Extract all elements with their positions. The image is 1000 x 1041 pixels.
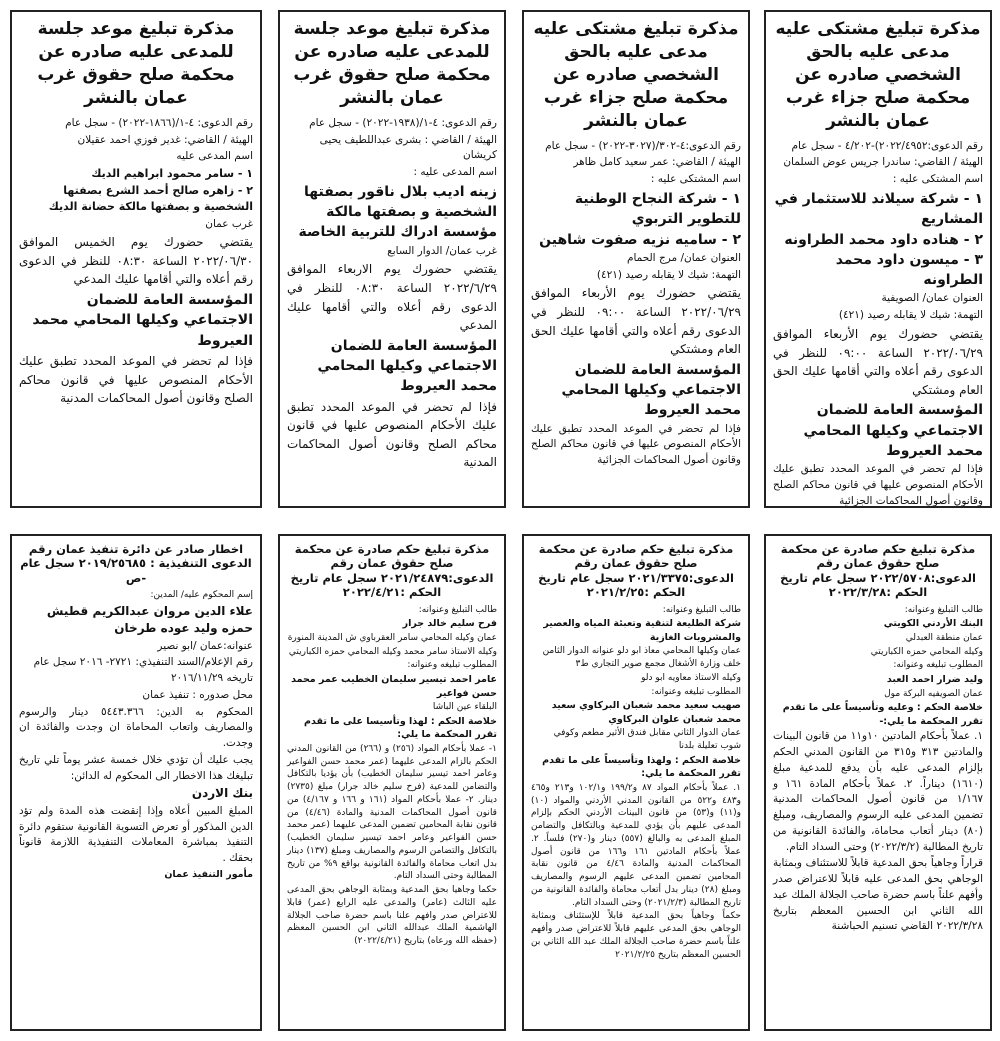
judge: الهيئة / القاضي: عمر سعيد كامل ظاهر: [573, 156, 741, 169]
target-label: المطلوب تبليغه وعنوانه:: [407, 660, 497, 671]
debtor-address: عنوانه:عمان /ابو نصير: [157, 639, 253, 652]
judgment-summary: خلاصة الحكم : لهذا وتأسيسا على ما تقدم تقرر المحكمة ما يلي:: [304, 715, 497, 741]
ruling-reference: رقم الإعلام/السند التنفيذي: ٢٧٢١- ٢٠١٦ سجل عام تاريخه ٢٠١٦/١١/٢٩: [33, 656, 253, 685]
warning-text: فإذا لم تحضر في الموعد المحدد تطبق عليك الأحكام المنصوص عليها في قانون محاكم الصلح وقانون أصول المحاكمات المدنية: [19, 353, 253, 406]
hearing-text: يقتضي حضورك يوم الأربعاء الموافق ٢٠٢٢/٠٦/٢٩ الساعة ٠٩:٠٠ للنظر في الدعوى رقم أعلاه والتي أقامها عليك الحق العام ومشتكي: [531, 286, 741, 357]
signature: مأمور التنفيذ عمان: [164, 868, 253, 880]
charge: التهمة: شيك لا يقابله رصيد (٤٢١): [838, 309, 983, 322]
plaintiff: المؤسسة العامة للضمان الاجتماعي وكيلها المحامي محمد العيروط: [561, 361, 741, 419]
defendant-item: ٢ - زاهره صالح أحمد الشرع بصفتها الشخصية و بصفتها مالكة حضانة الديك: [48, 183, 253, 213]
charge: التهمة: شيك لا يقابله رصيد (٤٢١): [596, 268, 741, 281]
debtor-label: إسم المحكوم عليه/ المدين:: [150, 590, 253, 601]
judgment-closing: حكما وجاهيا بحق المدعية وبمثابة الوجاهي بحق المدعى عليه الثالث (عامر) والمدعى عليه الرابع (عمر) قابلا للاعتراض صدر وافهم علنا باسم حضرة صاحب الجلالة الهاشمية الملك عبدالله الثاني ابن الحسين المعظم (حفظه الله ورعاه) بتاريخ (٢٠٢٢/٤/٢١): [287, 885, 497, 947]
requester-label: طالب التبليغ وعنوانه:: [418, 604, 497, 615]
defendant-label: اسم المشتكى عليه :: [892, 173, 983, 186]
lawyer: وكيله الاستاذ معاويه ابو دلو: [641, 672, 741, 683]
notice-title: مذكرة تبليغ موعد جلسة للمدعى عليه صادره عن محكمة صلح حقوق غرب عمان بالنشر: [293, 19, 491, 108]
notice-title: مذكرة تبليغ حكم صادرة عن محكمة صلح حقوق عمان رقم الدعوى:٢٠٢١/٣٣٧٥ سجل عام تاريخ الحكم :٢٠٢١/٢/٢٥: [538, 542, 734, 600]
judgment-closing: حكماً وجاهياً بحق المدعية قابلاً للإستئناف وبمثابة الوجاهي بحق المدعى عليهم قابلاً للاعتراض صدر وأفهم علناً باسم حضرة صاحب الجلالة الملك عبد الله الثاني بن الحسين المعظم بتاريخ ٢٠٢١/٢/٢٥: [531, 911, 741, 960]
requester-address: عمان وكيلها المحامي معاذ ابو دلو عنوانه الدوار الثامن خلف وزارة الأشغال مجمع صوير التجاري ط٣: [542, 646, 741, 669]
target-name: صهيب سعيد محمد شعبان البركاوي سعيد محمد شعبان علوان البركاوي: [551, 700, 741, 725]
notice-title: مذكرة تبليغ مشتكى عليه مدعى عليه بالحق الشخصي صادره عن محكمة صلح جزاء غرب عمان بالنشر: [775, 19, 981, 131]
judge: الهيئة / القاضي : بشرى عبداللطيف يحيى كريشان: [319, 133, 497, 162]
defendant-item: ١ - سامر محمود ابراهيم الديك: [91, 167, 253, 180]
defendant-item: ١ - شركة النجاح الوطنية للتطوير التربوي: [574, 190, 741, 228]
notice-title: مذكرة تبليغ حكم صادرة عن محكمة صلح حقوق عمان رقم الدعوى:٢٠٢١/٢٤٨٧٩ سجل عام تاريخ الحكم :٢٠٢٢/٤/٢١: [290, 542, 494, 600]
address: العنوان عمان/ الصويفية: [881, 292, 983, 305]
address: غرب عمان: [205, 217, 253, 230]
notice-title: مذكرة تبليغ موعد جلسة للمدعى عليه صادره عن محكمة صلح حقوق غرب عمان بالنشر: [37, 19, 235, 108]
hearing-text: يقتضي حضورك يوم الأربعاء الموافق ٢٠٢٢/٠٦/٢٩ الساعة ٠٩:٠٠ للنظر في الدعوى رقم أعلاه والتي أقامها عليك الحق العام ومشتكي: [773, 326, 983, 397]
lawyer: وكيله الاستاذ سامر محمد وكيله المحامي حمزه الكباريتي: [288, 646, 497, 657]
requester-label: طالب التبليغ وعنوانه:: [904, 604, 983, 615]
lawyer: وكيله المحامي حمزه الكباريتي: [870, 646, 983, 657]
judgment-summary: خلاصة الحكم : ولهذا وتأسيساً على ما تقدم تقرر المحكمة ما يلي:: [542, 754, 741, 780]
case-number: رقم الدعوى: ٤-١/(١٩٣٨-٢٠٢٢) - سجل عام: [309, 116, 497, 129]
notice-complaint-najah: [522, 10, 750, 508]
debtor-name: علاء الدين مروان عبدالكريم قطيش حمزه وليد عوده طرخان: [46, 603, 253, 636]
warning-text: فإذا لم تحضر في الموعد المحدد تطبق عليك الأحكام المنصوص عليها في قانون محاكم الصلح وقانون أصول المحاكمات الجزائية: [531, 422, 741, 467]
target-address: عمان الصويفيه البركة مول: [884, 688, 983, 699]
defendant-item: ٢ - هناده داود محمد الطراونه: [784, 231, 983, 248]
issuer: محل صدوره : تنفيذ عمان: [142, 688, 253, 701]
plaintiff: المؤسسة العامة للضمان الاجتماعي وكيلها المحامي محمد العيروط: [32, 292, 253, 349]
judgment-body: ١. عملاً بأحكام المادتين ١٠و١١ من قانون البينات والمادتين ٣١٣ و٣١٥ من القانون المدني الحكم بإلزام المدعى عليه بأن يدفع للمدعية مبلغ (١٦١٠) ديناراً. ٢. عملاً بأحكام المادة ١٦١ و ١/١٦٧ من قانون أصول المحاكمات المدنية تضمين المدعى عليه الرسوم والمصاريف، ومبلغ (٨٠) دينار أتعاب محاماة، والفائدة القانونية من تاريخ المطالبة (٢٠٢٢/٣/٢) وحتى السداد التام.: [773, 730, 984, 853]
requester-address: عمان وكيله المحامي سامر العقرباوي ش المدينة المنورة: [287, 632, 497, 643]
payment-deadline: يجب عليك أن تؤدي خلال خمسة عشر يوماً تلي تاريخ تبليغك هذا الاخطار الى المحكوم له الدائن:: [19, 753, 253, 782]
notice-title: اخطار صادر عن دائرة تنفيذ عمان رقم الدعوى التنفيذية : ٢٠١٩/٢٥٦٨٥ سجل عام -ص: [20, 542, 252, 585]
notice-hearing-samer: [10, 10, 262, 508]
requester-label: طالب التبليغ وعنوانه:: [662, 604, 741, 615]
requester-name: البنك الأردني الكويتي: [883, 618, 983, 630]
judge: الهيئة / القاضي: ساندرا جريس عوض السلمان: [783, 156, 983, 169]
defendant-item: ٢ - ساميه نزيه صفوت شاهين: [539, 231, 741, 248]
plaintiff: المؤسسة العامة للضمان الاجتماعي وكيلها المحامي محمد العيروط: [803, 402, 983, 459]
defendant-label: اسم المدعى عليه: [176, 150, 253, 163]
judgment-closing: قراراً وجاهياً بحق المدعية قابلاً للاستئناف وبمثابة الوجاهي بحق المدعى عليه قابلاً للاعتراض صدر وأفهم علناً باسم حضرة صاحب الجلالة الملك عبد الله الثاني ابن الحسين المعظم بتاريخ ٢٠٢٢/٣/٢٨ القاضي تسنيم الحباشنة: [773, 857, 983, 933]
hearing-text: يقتضي حضورك يوم الاربعاء الموافق ٢٠٢٢/٦/٢٩ الساعة ٠٨:٣٠ للنظر في الدعوى رقم أعلاه والتي أقامها عليك المدعي: [287, 262, 497, 333]
case-number: رقم الدعوى: ٤-١/(١٨٦٦-٢٠٢٢) - سجل عام: [65, 116, 253, 129]
creditor-name: بنك الاردن: [191, 786, 253, 801]
address: العنوان عمان/ مرج الحمام: [626, 251, 741, 264]
notice-title: مذكرة تبليغ حكم صادرة عن محكمة صلح حقوق عمان رقم الدعوى:٢٠٢٢/٥٧٠٨ سجل عام تاريخ الحكم :٢٠٢٢/٣/٢٨: [780, 542, 976, 600]
target-label: المطلوب تبليغه وعنوانه:: [893, 660, 983, 671]
target-address: عمان الدوار الثاني مقابل فندق الأثير مطعم وكوفي شوب تعليلة بلدنا: [553, 728, 741, 752]
target-label: المطلوب تبليغه وعنوانه:: [651, 686, 741, 697]
warning-text: فإذا لم تحضر في الموعد المحدد تطبق عليك الأحكام المنصوص عليها في قانون محاكم الصلح وقانون أصول المحاكمات المدنية: [287, 399, 497, 470]
requester-name: فرح سليم خالد جرار: [402, 618, 497, 630]
judgment-body: ١. عملاً بأحكام المواد ٨٧ و١٩٩/٢ و١٠٢/١ و٢١٣ و٤٦٥ و٤٨٣ و٥٢٢ من القانون المدني الأردني والمواد (١٠) و(١١) و(٥٣) من قانون البينات الأردني الحكم بإلزام المدعى عليهم بأن يؤدي للمدعية وبالتكافل والتضامن المبلغ المدعى به والبالغ (٥٥٧) دينار و(٢٧٠) فلساً. ٢. عملاً بأحكام المادتين ١٦١ و١٦٦ من قانون أصول المحاكمات المدنية والمادة ٤/٤٦ من قانون نقابة المحامين تضمين المدعى عليهم الرسوم والمصاريف ومبلغ (٢٨) دينار بدل أتعاب محاماة والفائدة القانونية من تاريخ المطالبة (٢٠٢١/٢/٣) وحتى السداد التام.: [531, 782, 741, 908]
defendant-list: [19, 166, 253, 216]
notice-complaint-seland: [764, 10, 992, 508]
notice-judgment-bank: [764, 534, 992, 1031]
case-number: رقم الدعوى:٤-٣٠٢/(٣٠٢٧-٢٠٢٢) - سجل عام: [545, 139, 741, 152]
execution-body: المبلغ المبين أعلاه وإذا إنقضت هذه المدة ولم تؤد الدين المذكور أو تعرض التسوية القانونية ستقوم دائرة التنفيذ بمباشرة المعاملات التنفيذية اللازمة قانوناً بحقك .: [19, 804, 253, 865]
judgment-amount: المحكوم به الدين: ٥٤٤٣.٣٦٦ دينار والرسوم والمصاريف واتعاب المحاماة ان وجدت والفائدة ان وجدت.: [19, 705, 253, 750]
defendant-item: ٣ - ميسون داود محمد الطراونه: [835, 251, 983, 289]
address: غرب عمان/ الدوار السابع: [387, 244, 497, 257]
defendant-item: ١ - شركة سيلاند للاستثمار في المشاريع: [774, 190, 983, 228]
warning-text: فإذا لم تحضر في الموعد المحدد تطبق عليك الأحكام المنصوص عليها في قانون محاكم الصلح وقانون أصول المحاكمات الجزائية: [773, 463, 983, 507]
requester-name: شركة الطليعة لتنقية وتعبئة المياه والعصير والمشروبات الغازية: [543, 618, 741, 643]
case-number: رقم الدعوى:٢٠٢٢/٤٩٥٢)-٤/٢٠٢ - سجل عام: [791, 139, 983, 152]
notice-judgment-taleea: [522, 534, 750, 1031]
notice-execution: [10, 534, 262, 1031]
defendant-list: [531, 189, 741, 250]
judgment-summary: خلاصة الحكم : وعليه وتأسيساً على ما تقدم تقرر المحكمة ما يلي:-: [782, 702, 983, 727]
plaintiff: المؤسسة العامة للضمان الاجتماعي وكيلها المحامي محمد العيروط: [317, 337, 497, 395]
hearing-text: يقتضي حضورك يوم الخميس الموافق ٢٠٢٢/٠٦/٣٠ الساعة ٠٨:٣٠ للنظر في الدعوى رقم أعلاه والتي أقامها عليك المدعي: [19, 235, 254, 287]
defendant-list: [773, 189, 983, 290]
defendant-label: اسم المدعى عليه :: [413, 166, 497, 178]
defendant-label: اسم المشتكى عليه :: [650, 173, 741, 186]
judge: الهيئة / القاضي: غدير فوزي احمد عقيلان: [77, 133, 253, 146]
judgment-body: ١- عملا بأحكام المواد (٢٥٦) و (٢٦٦) من القانون المدني الحكم بالزام المدعى عليهما (عمر محمد حسن الفواعير وعامر احمد تيسير سليمان الخطيب) بأن يؤديا بالتكافل والتضامن للمدعية (فرح سليم خالد جرار) مبلغ (٢٧٣٥) دينار. ٢- عملا بأحكام المواد (١٦١ و ١٦٦ و ٤/١٦٧) من قانون أصول المحاكمات المدنية والمادة (٤/٤٦) من قانون نقابة المحامين تضمين المدعى عليهما (عمر محمد حسن الفواعير وعامر احمد تيسير سليمان الخطيب) بالتكافل والتضامن الرسوم والمصاريف ومبلغ (١٣٧) دينار بدل اتعاب محاماة والفائدة القانونية بواقع ٩% من تاريخ المطالبة وحتى السداد التام.: [287, 743, 497, 882]
notice-hearing-zeina: [278, 10, 506, 508]
target-address: البلقاء عين الباشا: [432, 702, 497, 713]
target-name: وليد ضرار احمد العبد: [886, 674, 983, 686]
notice-title: مذكرة تبليغ مشتكى عليه مدعى عليه بالحق الشخصي صادره عن محكمة صلح جزاء غرب عمان بالنشر: [533, 19, 739, 131]
target-name: عامر احمد تيسير سليمان الخطيب عمر محمد حسن فواعير: [291, 674, 497, 699]
notice-judgment-farah: [278, 534, 506, 1031]
defendant-name: زينه اديب بلال ناقور بصفتها الشخصية و بصفتها مالكة مؤسسة ادراك للتربية الخاصة: [298, 183, 497, 241]
requester-address: عمان منطقة العبدلي: [905, 632, 983, 643]
